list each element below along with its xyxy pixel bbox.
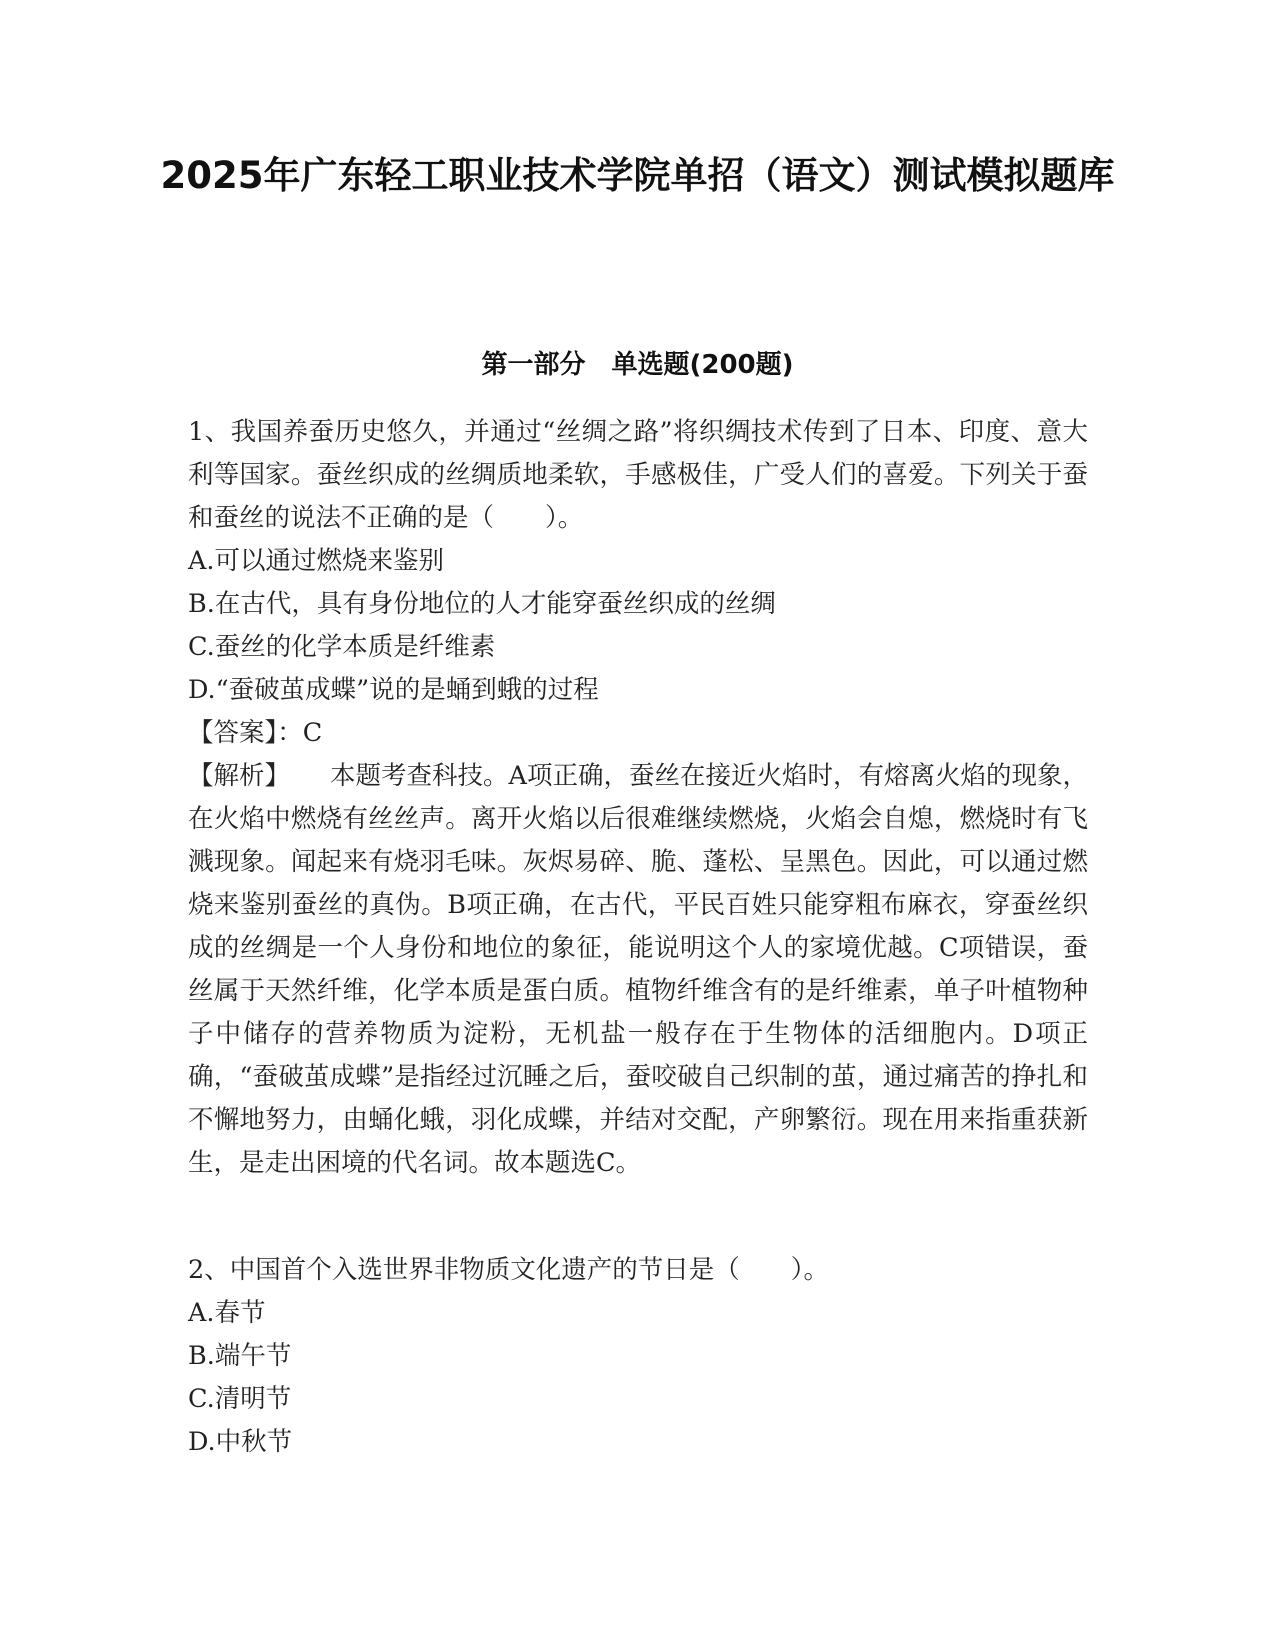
answer-value: C — [302, 718, 323, 748]
option-a: A.春节 — [188, 1298, 266, 1328]
question-stem: 1、我国养蚕历史悠久，并通过“丝绸之路”将织绸技术传到了日本、印度、意大利等国家。蚕丝织成的丝绸质地柔软，手感极佳，广受人们的喜爱。下列关于蚕和蚕丝的说法不正确的是（ ）。 — [188, 417, 1088, 533]
document-title: 2025年广东轻工职业技术学院单招（语文）测试模拟题库 — [160, 154, 1115, 197]
option-b: B.端午节 — [188, 1341, 292, 1371]
question-block — [188, 411, 1088, 1185]
section-heading: 第一部分 单选题(200题) — [481, 350, 794, 380]
option-c: C.蚕丝的化学本质是纤维素 — [188, 632, 496, 662]
option-d: D.“蚕破茧成蝶”说的是蛹到蛾的过程 — [188, 675, 599, 705]
analysis-label: 【解析】 — [188, 761, 291, 791]
answer-line — [188, 712, 1088, 755]
question-stem: 2、中国首个入选世界非物质文化遗产的节日是（ ）。 — [188, 1255, 829, 1285]
option-c: C.清明节 — [188, 1384, 292, 1414]
option-b: B.在古代，具有身份地位的人才能穿蚕丝织成的丝绸 — [188, 589, 776, 619]
question-block — [188, 1249, 1088, 1464]
answer-label: 【答案】： — [188, 718, 303, 748]
analysis-text: 本题考查科技。A项正确，蚕丝在接近火焰时，有熔离火焰的现象，在火焰中燃烧有丝丝声。离开火焰以后很难继续燃烧，火焰会自熄，燃烧时有飞溅现象。闻起来有烧羽毛味。灰烬易碎、脆、蓬松、呈黑色。因此，可以通过燃烧来鉴别蚕丝的真伪。B项正确，在古代，平民百姓只能穿粗布麻衣，穿蚕丝织成的丝绸是一个人身份和地位的象征，能说明这个人的家境优越。C项错误，蚕丝属于天然纤维，化学本质是蛋白质。植物纤维含有的是纤维素，单子叶植物种子中储存的营养物质为淀粉，无机盐一般存在于生物体的活细胞内。D项正确，“蚕破茧成蝶”是指经过沉睡之后，蚕咬破自己织制的茧，通过痛苦的挣扎和不懈地努力，由蛹化蛾，羽化成蝶，并结对交配，产卵繁衍。现在用来指重获新生，是走出困境的代名词。故本题选C。 — [188, 761, 1088, 1178]
analysis-paragraph — [188, 755, 1088, 1185]
option-d: D.中秋节 — [188, 1427, 293, 1457]
option-a: A.可以通过燃烧来鉴别 — [188, 546, 445, 576]
